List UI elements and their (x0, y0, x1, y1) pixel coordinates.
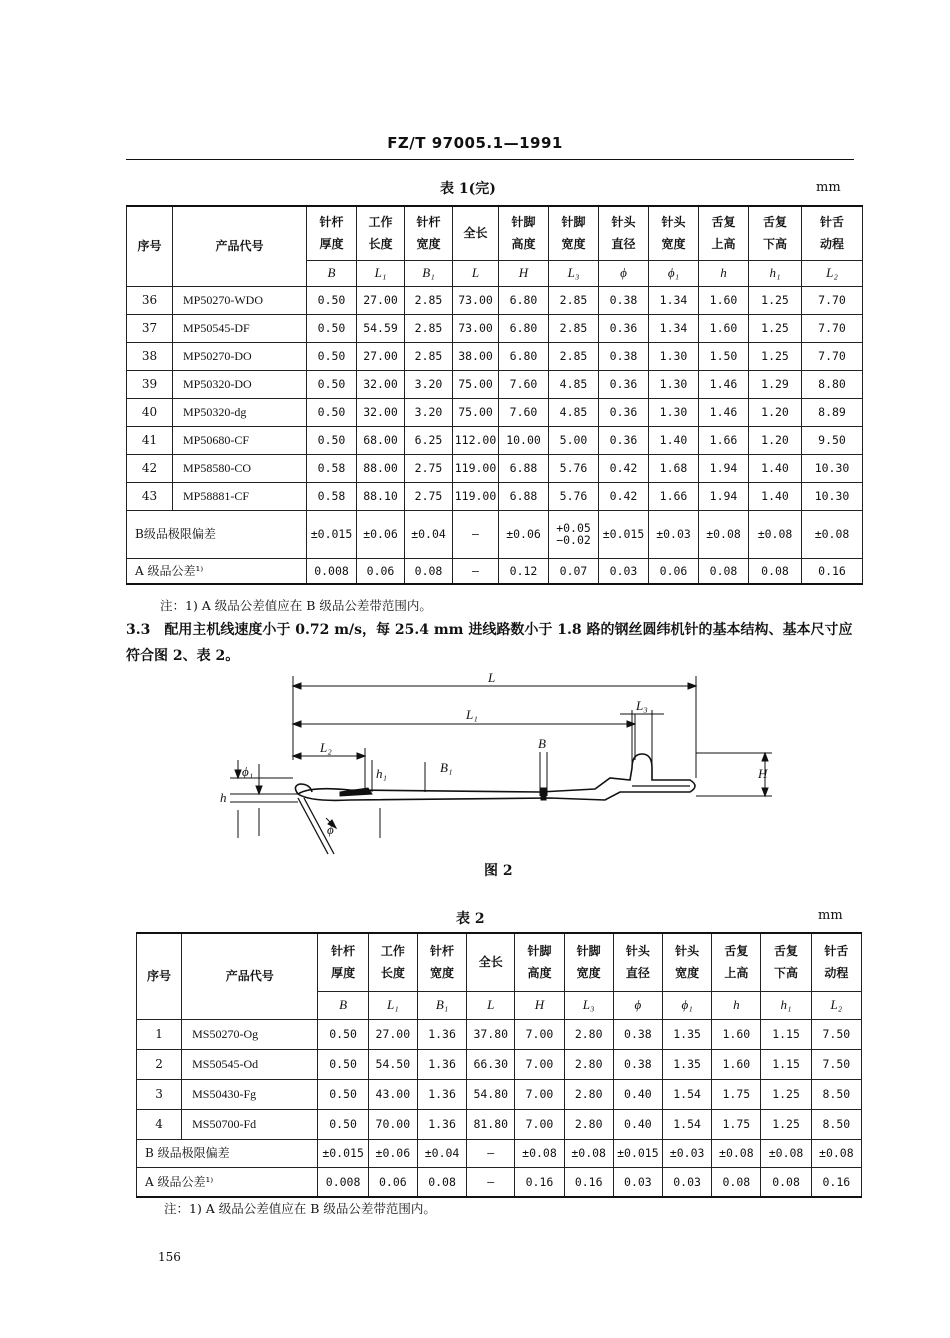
a-grade-value: 0.08 (405, 558, 453, 584)
table-cell: 1.50 (699, 342, 749, 370)
table-cell: 8.50 (811, 1109, 861, 1139)
column-symbol: L (467, 991, 515, 1019)
table-row (127, 370, 863, 398)
table-cell: 0.58 (307, 482, 357, 510)
table-cell: 2.85 (549, 342, 599, 370)
column-header: 针杆 厚度 (318, 933, 368, 991)
dim-label-L: L (488, 670, 496, 685)
b-grade-value: ±0.015 (599, 510, 649, 558)
needle-diagram (200, 668, 800, 858)
table-cell: 7.00 (515, 1109, 564, 1139)
table2-unit: mm (818, 908, 843, 923)
column-symbol: L₃ (549, 260, 599, 286)
product-code: MP58580-CO (173, 454, 307, 482)
table-cell: 6.88 (499, 454, 549, 482)
table-cell: 1.30 (649, 370, 699, 398)
column-symbol: ϕ₁ (649, 260, 699, 286)
column-header: 舌复 上高 (699, 206, 749, 260)
b-grade-value: — (467, 1139, 515, 1167)
table-cell: 1.75 (712, 1079, 761, 1109)
table-cell: 6.80 (499, 314, 549, 342)
column-symbol: B (318, 991, 368, 1019)
table-cell: 10.00 (499, 426, 549, 454)
column-header: 舌复 下高 (749, 206, 802, 260)
column-header: 针脚 宽度 (549, 206, 599, 260)
column-symbol: L (453, 260, 499, 286)
table-cell: 1.35 (663, 1019, 712, 1049)
table-cell: 75.00 (453, 398, 499, 426)
header-row (127, 206, 863, 260)
table-cell: 1.35 (663, 1049, 712, 1079)
table-cell: 7.50 (811, 1049, 861, 1079)
table-cell: 1.30 (649, 342, 699, 370)
table-cell: 1.40 (749, 454, 802, 482)
table-cell: 7.70 (802, 286, 863, 314)
table-cell: 0.42 (599, 454, 649, 482)
table-cell: 0.36 (599, 370, 649, 398)
table-cell: 5.76 (549, 482, 599, 510)
table-cell: 1.25 (749, 342, 802, 370)
table2-note: 注：1) A 级品公差值应在 B 级品公差带范围内。 (164, 1201, 436, 1216)
dim-label-L2: L₂ (320, 740, 332, 755)
table-cell: 2.75 (405, 454, 453, 482)
table-cell: 68.00 (357, 426, 405, 454)
table-cell: 2.85 (549, 314, 599, 342)
table2 (136, 932, 862, 1198)
table-row (137, 1019, 862, 1049)
header-divider (126, 159, 854, 160)
column-header: 针头 直径 (613, 933, 662, 991)
row-index: 1 (137, 1019, 182, 1049)
table-cell: 0.50 (307, 398, 357, 426)
b-grade-value: ±0.08 (811, 1139, 861, 1167)
table-cell: 7.60 (499, 398, 549, 426)
table-row (127, 398, 863, 426)
column-symbol: L₁ (368, 991, 417, 1019)
table-cell: 1.34 (649, 314, 699, 342)
table-cell: 0.50 (318, 1019, 368, 1049)
b-grade-value: — (453, 510, 499, 558)
table-cell: 0.58 (307, 454, 357, 482)
table-cell: 7.60 (499, 370, 549, 398)
column-header: 舌复 下高 (761, 933, 811, 991)
column-header: 针杆 宽度 (417, 933, 466, 991)
table-cell: 66.30 (467, 1049, 515, 1079)
table-cell: 2.85 (405, 286, 453, 314)
table-cell: 1.20 (749, 426, 802, 454)
product-code: MP50680-CF (173, 426, 307, 454)
table-cell: 27.00 (357, 342, 405, 370)
column-header: 针头 宽度 (649, 206, 699, 260)
table1-caption: 表 1(完) (440, 181, 496, 197)
table-cell: 0.38 (613, 1019, 662, 1049)
table-cell: 0.50 (307, 426, 357, 454)
table-cell: 0.40 (613, 1109, 662, 1139)
table-cell: 3.20 (405, 398, 453, 426)
a-grade-value: 0.03 (599, 558, 649, 584)
table1 (126, 205, 863, 585)
b-grade-value: ±0.03 (663, 1139, 712, 1167)
table-cell: 1.60 (712, 1049, 761, 1079)
column-symbol: h₁ (761, 991, 811, 1019)
a-grade-value: 0.06 (368, 1167, 417, 1197)
column-header: 序号 (137, 933, 182, 1019)
table-cell: 1.66 (699, 426, 749, 454)
dim-label-phi1: ϕ₁ (242, 764, 254, 779)
column-symbol: L₁ (357, 260, 405, 286)
table-cell: 0.40 (613, 1079, 662, 1109)
row-index: 2 (137, 1049, 182, 1079)
b-grade-tolerance-row (127, 510, 863, 558)
table-cell: 119.00 (453, 482, 499, 510)
table-cell: 7.70 (802, 314, 863, 342)
b-grade-value: ±0.08 (761, 1139, 811, 1167)
table-cell: 37.80 (467, 1019, 515, 1049)
column-symbol: ϕ (613, 991, 662, 1019)
column-header: 产品代号 (173, 206, 307, 286)
table-cell: 1.36 (417, 1049, 466, 1079)
a-grade-value: 0.03 (663, 1167, 712, 1197)
table-cell: 4.85 (549, 370, 599, 398)
a-grade-value: 0.12 (499, 558, 549, 584)
table-cell: 1.34 (649, 286, 699, 314)
table-cell: 7.00 (515, 1049, 564, 1079)
column-symbol: ϕ₁ (663, 991, 712, 1019)
column-header: 针杆 宽度 (405, 206, 453, 260)
section-number: 3.3 (126, 622, 151, 638)
column-symbol: L₃ (564, 991, 613, 1019)
table-cell: 1.25 (761, 1109, 811, 1139)
table-cell: 4.85 (549, 398, 599, 426)
column-header: 针头 宽度 (663, 933, 712, 991)
table-cell: 10.30 (802, 482, 863, 510)
header-row (137, 933, 862, 991)
column-header: 针舌 动程 (811, 933, 861, 991)
table-cell: 0.50 (307, 314, 357, 342)
row-index: 3 (137, 1079, 182, 1109)
table-cell: 5.00 (549, 426, 599, 454)
b-grade-value: ±0.015 (318, 1139, 368, 1167)
table-row (127, 286, 863, 314)
a-grade-label: A 级品公差¹⁾ (127, 558, 307, 584)
table-cell: 1.94 (699, 454, 749, 482)
table-cell: 54.59 (357, 314, 405, 342)
a-grade-value: 0.06 (357, 558, 405, 584)
table-cell: 1.60 (699, 314, 749, 342)
table-cell: 88.10 (357, 482, 405, 510)
table-cell: 0.50 (307, 286, 357, 314)
table-row (137, 1079, 862, 1109)
product-code: MP50545-DF (173, 314, 307, 342)
figure-caption: 图 2 (484, 863, 513, 879)
row-index: 43 (127, 482, 173, 510)
b-grade-label: B级品极限偏差 (127, 510, 307, 558)
a-grade-value: 0.08 (417, 1167, 466, 1197)
product-code: MS50430-Fg (182, 1079, 318, 1109)
column-header: 工作 长度 (357, 206, 405, 260)
column-header: 序号 (127, 206, 173, 286)
table-cell: 0.38 (599, 342, 649, 370)
column-symbol: H (499, 260, 549, 286)
table-cell: 1.20 (749, 398, 802, 426)
row-index: 4 (137, 1109, 182, 1139)
a-grade-value: 0.16 (811, 1167, 861, 1197)
column-symbol: h₁ (749, 260, 802, 286)
table-cell: 1.36 (417, 1109, 466, 1139)
table-cell: 2.80 (564, 1049, 613, 1079)
a-grade-value: — (453, 558, 499, 584)
table-cell: 1.25 (749, 314, 802, 342)
a-grade-value: 0.08 (761, 1167, 811, 1197)
table-cell: 73.00 (453, 314, 499, 342)
table-cell: 7.00 (515, 1079, 564, 1109)
table-cell: 3.20 (405, 370, 453, 398)
dim-label-h1: h₁ (376, 766, 388, 781)
row-index: 38 (127, 342, 173, 370)
table-cell: 6.80 (499, 286, 549, 314)
table-cell: 1.75 (712, 1109, 761, 1139)
column-header: 舌复 上高 (712, 933, 761, 991)
table-cell: 2.80 (564, 1019, 613, 1049)
section-3-3 (126, 617, 862, 669)
column-symbol: B₁ (405, 260, 453, 286)
table-cell: 0.50 (307, 342, 357, 370)
row-index: 40 (127, 398, 173, 426)
column-header: 针脚 高度 (499, 206, 549, 260)
table-cell: 2.85 (405, 342, 453, 370)
a-grade-value: 0.08 (749, 558, 802, 584)
column-header: 针头 直径 (599, 206, 649, 260)
table-cell: 1.46 (699, 370, 749, 398)
a-grade-value: 0.16 (802, 558, 863, 584)
dim-label-L1: L₁ (466, 707, 478, 722)
product-code: MP50270-DO (173, 342, 307, 370)
table-cell: 1.15 (761, 1049, 811, 1079)
table-row (127, 342, 863, 370)
table-cell: 1.94 (699, 482, 749, 510)
column-header: 针舌 动程 (802, 206, 863, 260)
a-grade-value: 0.08 (699, 558, 749, 584)
table-cell: 81.80 (467, 1109, 515, 1139)
row-index: 36 (127, 286, 173, 314)
column-header: 针杆 厚度 (307, 206, 357, 260)
table-cell: 0.50 (318, 1109, 368, 1139)
product-code: MS50700-Fd (182, 1109, 318, 1139)
column-symbol: L₂ (811, 991, 861, 1019)
product-code: MS50270-Og (182, 1019, 318, 1049)
row-index: 41 (127, 426, 173, 454)
table-cell: 2.75 (405, 482, 453, 510)
product-code: MP58881-CF (173, 482, 307, 510)
table-cell: 7.00 (515, 1019, 564, 1049)
b-grade-value: ±0.08 (802, 510, 863, 558)
table-cell: 32.00 (357, 398, 405, 426)
table-cell: 1.29 (749, 370, 802, 398)
column-header: 针脚 高度 (515, 933, 564, 991)
row-index: 42 (127, 454, 173, 482)
b-grade-value: ±0.015 (307, 510, 357, 558)
table-row (137, 1049, 862, 1079)
table-cell: 8.50 (811, 1079, 861, 1109)
page-number: 156 (158, 1250, 181, 1264)
dim-label-phi: ϕ (327, 822, 334, 837)
table-row (127, 426, 863, 454)
a-grade-label: A 级品公差¹⁾ (137, 1167, 318, 1197)
table-cell: 0.36 (599, 314, 649, 342)
table-cell: 10.30 (802, 454, 863, 482)
table-cell: 27.00 (368, 1019, 417, 1049)
dim-label-L3: L₃ (636, 698, 648, 713)
product-code: MS50545-Od (182, 1049, 318, 1079)
table-cell: 8.80 (802, 370, 863, 398)
table-cell: 1.36 (417, 1019, 466, 1049)
a-grade-value: 0.06 (649, 558, 699, 584)
column-symbol: B₁ (417, 991, 466, 1019)
a-grade-tolerance-row (127, 558, 863, 584)
table-cell: 1.68 (649, 454, 699, 482)
table-cell: 119.00 (453, 454, 499, 482)
table-cell: 1.25 (749, 286, 802, 314)
b-grade-value: ±0.08 (699, 510, 749, 558)
table-cell: 27.00 (357, 286, 405, 314)
table-row (137, 1109, 862, 1139)
table-cell: 6.80 (499, 342, 549, 370)
column-symbol: h (712, 991, 761, 1019)
table-cell: 0.38 (599, 286, 649, 314)
b-grade-value: ±0.08 (749, 510, 802, 558)
column-symbol: B (307, 260, 357, 286)
row-index: 39 (127, 370, 173, 398)
a-grade-value: 0.16 (515, 1167, 564, 1197)
b-grade-value: ±0.06 (368, 1139, 417, 1167)
table-cell: 1.54 (663, 1109, 712, 1139)
table-cell: 2.85 (549, 286, 599, 314)
table-cell: 32.00 (357, 370, 405, 398)
column-symbol: H (515, 991, 564, 1019)
a-grade-value: 0.008 (318, 1167, 368, 1197)
table-cell: 75.00 (453, 370, 499, 398)
table-cell: 7.70 (802, 342, 863, 370)
b-grade-value: ±0.04 (405, 510, 453, 558)
table-cell: 2.85 (405, 314, 453, 342)
column-header: 针脚 宽度 (564, 933, 613, 991)
table-cell: 2.80 (564, 1079, 613, 1109)
table1-note: 注：1) A 级品公差值应在 B 级品公差带范围内。 (160, 598, 432, 613)
table-cell: 0.42 (599, 482, 649, 510)
b-grade-value: ±0.08 (712, 1139, 761, 1167)
table-cell: 0.50 (307, 370, 357, 398)
a-grade-value: — (467, 1167, 515, 1197)
table-cell: 54.50 (368, 1049, 417, 1079)
b-grade-value: ±0.06 (357, 510, 405, 558)
column-header: 产品代号 (182, 933, 318, 1019)
table-cell: 112.00 (453, 426, 499, 454)
b-grade-value: +0.05 −0.02 (549, 510, 599, 558)
product-code: MP50270-WDO (173, 286, 307, 314)
table-cell: 1.60 (712, 1019, 761, 1049)
column-symbol: ϕ (599, 260, 649, 286)
a-grade-value: 0.16 (564, 1167, 613, 1197)
b-grade-value: ±0.04 (417, 1139, 466, 1167)
table-cell: 6.25 (405, 426, 453, 454)
table2-caption: 表 2 (456, 911, 485, 927)
table-row (127, 454, 863, 482)
b-grade-value: ±0.015 (613, 1139, 662, 1167)
column-header: 工作 长度 (368, 933, 417, 991)
table-cell: 6.88 (499, 482, 549, 510)
a-grade-value: 0.008 (307, 558, 357, 584)
table-cell: 88.00 (357, 454, 405, 482)
document-code: FZ/T 97005.1—1991 (387, 134, 563, 152)
table-cell: 43.00 (368, 1079, 417, 1109)
b-grade-value: ±0.03 (649, 510, 699, 558)
column-header: 全长 (467, 933, 515, 991)
table-cell: 0.50 (318, 1079, 368, 1109)
b-grade-value: ±0.06 (499, 510, 549, 558)
row-index: 37 (127, 314, 173, 342)
column-symbol: L₂ (802, 260, 863, 286)
table-cell: 2.80 (564, 1109, 613, 1139)
table1-unit: mm (816, 180, 841, 195)
table-cell: 0.50 (318, 1049, 368, 1079)
table-row (127, 482, 863, 510)
table-cell: 1.40 (749, 482, 802, 510)
table-cell: 0.38 (613, 1049, 662, 1079)
table-cell: 1.25 (761, 1079, 811, 1109)
table-cell: 38.00 (453, 342, 499, 370)
table-cell: 7.50 (811, 1019, 861, 1049)
table-cell: 1.46 (699, 398, 749, 426)
product-code: MP50320-dg (173, 398, 307, 426)
b-grade-value: ±0.08 (564, 1139, 613, 1167)
table-cell: 1.60 (699, 286, 749, 314)
product-code: MP50320-DO (173, 370, 307, 398)
table-row (127, 314, 863, 342)
table-cell: 0.36 (599, 398, 649, 426)
table-cell: 8.89 (802, 398, 863, 426)
dim-label-h: h (220, 790, 227, 805)
column-header: 全长 (453, 206, 499, 260)
b-grade-tolerance-row (137, 1139, 862, 1167)
table-cell: 1.54 (663, 1079, 712, 1109)
table-cell: 1.15 (761, 1019, 811, 1049)
table-cell: 0.36 (599, 426, 649, 454)
a-grade-tolerance-row (137, 1167, 862, 1197)
table-cell: 1.30 (649, 398, 699, 426)
b-grade-value: ±0.08 (515, 1139, 564, 1167)
table-cell: 1.66 (649, 482, 699, 510)
b-grade-label: B 级品极限偏差 (137, 1139, 318, 1167)
a-grade-value: 0.08 (712, 1167, 761, 1197)
dim-label-H: H (758, 766, 768, 781)
table-cell: 73.00 (453, 286, 499, 314)
section-text: 配用主机线速度小于 0.72 m/s，每 25.4 mm 进线路数小于 1.8 路的钢丝圆纬机针的基本结构、基本尺寸应符合图 2、表 2。 (126, 622, 853, 664)
dim-label-B1: B₁ (440, 760, 453, 775)
a-grade-value: 0.07 (549, 558, 599, 584)
table-cell: 5.76 (549, 454, 599, 482)
table-cell: 9.50 (802, 426, 863, 454)
table-cell: 1.36 (417, 1079, 466, 1109)
a-grade-value: 0.03 (613, 1167, 662, 1197)
column-symbol: h (699, 260, 749, 286)
table-cell: 1.40 (649, 426, 699, 454)
table-cell: 70.00 (368, 1109, 417, 1139)
table-cell: 54.80 (467, 1079, 515, 1109)
dim-label-B: B (538, 736, 546, 751)
